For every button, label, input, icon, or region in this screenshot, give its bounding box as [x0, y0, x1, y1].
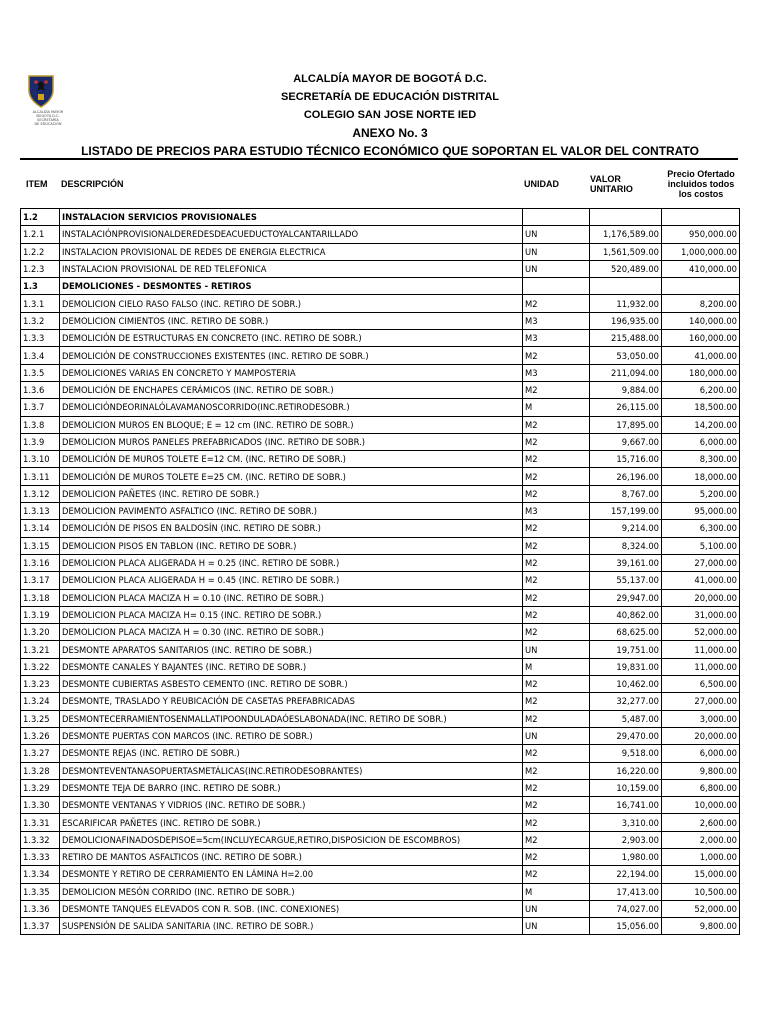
cell-precio-ofertado: 41,000.00 — [662, 347, 740, 364]
cell-valor-unitario: 1,561,509.00 — [590, 243, 662, 260]
cell-unidad: M3 — [523, 503, 590, 520]
cell-item: 1.3.16 — [21, 554, 60, 571]
cell-valor-unitario: 39,161.00 — [590, 554, 662, 571]
section-row — [21, 209, 740, 226]
header-line-3: COLEGIO SAN JOSE NORTE IED — [303, 109, 477, 121]
cell-unidad: M2 — [523, 485, 590, 502]
table-row — [21, 918, 740, 935]
cell-descripcion: DESMONTE CUBIERTAS ASBESTO CEMENTO (INC. RETIRO DE SOBR.) — [60, 676, 523, 693]
cell-unidad: M2 — [523, 554, 590, 571]
cell-precio-ofertado: 2,000.00 — [662, 831, 740, 848]
cell-valor-unitario: 8,767.00 — [590, 485, 662, 502]
cell-precio-ofertado: 52,000.00 — [662, 624, 740, 641]
cell-unidad: M2 — [523, 745, 590, 762]
cell-item: 1.3.34 — [21, 866, 60, 883]
cell-descripcion: DEMOLICIONES - DESMONTES - RETIROS — [60, 278, 523, 295]
cell-unidad: M2 — [523, 814, 590, 831]
cell-item: 1.3.35 — [21, 883, 60, 900]
cell-unidad: M3 — [523, 330, 590, 347]
table-row — [21, 848, 740, 865]
cell-valor-unitario: 520,489.00 — [590, 260, 662, 277]
cell-item: 1.3.36 — [21, 900, 60, 917]
cell-valor-unitario: 15,716.00 — [590, 451, 662, 468]
cell-unidad: M2 — [523, 831, 590, 848]
cell-valor-unitario: 215,488.00 — [590, 330, 662, 347]
cell-item: 1.3.20 — [21, 624, 60, 641]
cell-descripcion: DEMOLICIÓN DE PISOS EN BALDOSÍN (INC. RETIRO DE SOBR.) — [60, 520, 523, 537]
cell-valor-unitario: 9,667.00 — [590, 433, 662, 450]
cell-unidad: M2 — [523, 797, 590, 814]
cell-valor-unitario — [590, 209, 662, 226]
cell-item: 1.3.13 — [21, 503, 60, 520]
cell-valor-unitario: 11,932.00 — [590, 295, 662, 312]
cell-item: 1.3.4 — [21, 347, 60, 364]
column-header-item: ITEM — [26, 179, 48, 189]
table-row — [21, 589, 740, 606]
cell-precio-ofertado: 27,000.00 — [662, 554, 740, 571]
cell-unidad: M2 — [523, 381, 590, 398]
cell-descripcion: DEMOLICIONES VARIAS EN CONCRETO Y MAMPOSTERIA — [60, 364, 523, 381]
cell-precio-ofertado: 15,000.00 — [662, 866, 740, 883]
cell-unidad: UN — [523, 226, 590, 243]
cell-valor-unitario: 40,862.00 — [590, 606, 662, 623]
cell-unidad: M2 — [523, 537, 590, 554]
cell-descripcion: DEMOLICION MESÓN CORRIDO (INC. RETIRO DE SOBR.) — [60, 883, 523, 900]
header-line-4: ANEXO No. 3 — [352, 126, 428, 140]
cell-unidad: M2 — [523, 468, 590, 485]
cell-item: 1.3.25 — [21, 710, 60, 727]
table-row — [21, 468, 740, 485]
cell-valor-unitario: 16,220.00 — [590, 762, 662, 779]
cell-descripcion: DEMOLICION PLACA ALIGERADA H = 0.45 (INC. RETIRO DE SOBR.) — [60, 572, 523, 589]
cell-precio-ofertado: 180,000.00 — [662, 364, 740, 381]
cell-descripcion: DEMOLICION MUROS EN BLOQUE; E = 12 cm (INC. RETIRO DE SOBR.) — [60, 416, 523, 433]
table-row — [21, 606, 740, 623]
cell-unidad: M — [523, 883, 590, 900]
table-row — [21, 676, 740, 693]
table-row — [21, 745, 740, 762]
cell-valor-unitario: 1,176,589.00 — [590, 226, 662, 243]
cell-item: 1.3.14 — [21, 520, 60, 537]
cell-unidad: M2 — [523, 866, 590, 883]
cell-unidad: M2 — [523, 295, 590, 312]
cell-precio-ofertado: 140,000.00 — [662, 312, 740, 329]
table-row — [21, 710, 740, 727]
cell-valor-unitario: 8,324.00 — [590, 537, 662, 554]
cell-precio-ofertado: 6,000.00 — [662, 745, 740, 762]
cell-item: 1.3 — [21, 278, 60, 295]
table-row — [21, 624, 740, 641]
cell-unidad: M2 — [523, 693, 590, 710]
cell-descripcion: DEMOLICIÓN DE CONSTRUCCIONES EXISTENTES (INC. RETIRO DE SOBR.) — [60, 347, 523, 364]
table-row — [21, 433, 740, 450]
cell-descripcion: INSTALACION PROVISIONAL DE REDES DE ENERGIA ELECTRICA — [60, 243, 523, 260]
table-row — [21, 226, 740, 243]
cell-precio-ofertado: 27,000.00 — [662, 693, 740, 710]
document-header — [0, 70, 768, 160]
cell-descripcion: DEMOLICION PAÑETES (INC. RETIRO DE SOBR.) — [60, 485, 523, 502]
table-row — [21, 814, 740, 831]
cell-item: 1.3.19 — [21, 606, 60, 623]
table-row — [21, 295, 740, 312]
cell-valor-unitario: 17,895.00 — [590, 416, 662, 433]
table-row — [21, 260, 740, 277]
cell-valor-unitario: 17,413.00 — [590, 883, 662, 900]
cell-item: 1.3.15 — [21, 537, 60, 554]
cell-valor-unitario: 53,050.00 — [590, 347, 662, 364]
table-row — [21, 520, 740, 537]
cell-precio-ofertado: 6,200.00 — [662, 381, 740, 398]
cell-item: 1.3.12 — [21, 485, 60, 502]
cell-precio-ofertado: 41,000.00 — [662, 572, 740, 589]
cell-unidad: M3 — [523, 364, 590, 381]
cell-descripcion: DEMOLICIÓN DE MUROS TOLETE E=12 CM. (INC. RETIRO DE SOBR.) — [60, 451, 523, 468]
cell-descripcion: DEMOLICION PLACA MACIZA H = 0.10 (INC. RETIRO DE SOBR.) — [60, 589, 523, 606]
cell-item: 1.3.1 — [21, 295, 60, 312]
table-row — [21, 641, 740, 658]
cell-item: 1.3.9 — [21, 433, 60, 450]
cell-unidad: M2 — [523, 848, 590, 865]
cell-descripcion: DEMOLICION PLACA MACIZA H= 0.15 (INC. RETIRO DE SOBR.) — [60, 606, 523, 623]
cell-item: 1.3.7 — [21, 399, 60, 416]
table-row — [21, 330, 740, 347]
column-header-precio: Precio Ofertado incluidos todos los costos — [667, 169, 735, 199]
cell-valor-unitario: 26,115.00 — [590, 399, 662, 416]
table-row — [21, 572, 740, 589]
cell-precio-ofertado: 6,300.00 — [662, 520, 740, 537]
cell-valor-unitario: 29,470.00 — [590, 727, 662, 744]
cell-precio-ofertado: 95,000.00 — [662, 503, 740, 520]
cell-valor-unitario: 29,947.00 — [590, 589, 662, 606]
cell-descripcion: DEMOLICION PLACA MACIZA H = 0.30 (INC. RETIRO DE SOBR.) — [60, 624, 523, 641]
cell-item: 1.3.37 — [21, 918, 60, 935]
cell-unidad: M2 — [523, 710, 590, 727]
cell-valor-unitario: 55,137.00 — [590, 572, 662, 589]
cell-precio-ofertado: 20,000.00 — [662, 727, 740, 744]
cell-item: 1.2.2 — [21, 243, 60, 260]
cell-valor-unitario: 10,159.00 — [590, 779, 662, 796]
cell-valor-unitario: 5,487.00 — [590, 710, 662, 727]
cell-descripcion: DEMOLICION CIMIENTOS (INC. RETIRO DE SOBR.) — [60, 312, 523, 329]
cell-unidad: M2 — [523, 624, 590, 641]
cell-precio-ofertado: 6,000.00 — [662, 433, 740, 450]
cell-precio-ofertado: 5,200.00 — [662, 485, 740, 502]
cell-precio-ofertado: 6,800.00 — [662, 779, 740, 796]
table-row — [21, 831, 740, 848]
cell-unidad: UN — [523, 727, 590, 744]
cell-item: 1.3.23 — [21, 676, 60, 693]
table-row — [21, 658, 740, 675]
cell-unidad — [523, 278, 590, 295]
cell-item: 1.3.31 — [21, 814, 60, 831]
table-row — [21, 416, 740, 433]
table-row — [21, 347, 740, 364]
cell-unidad: M2 — [523, 433, 590, 450]
cell-valor-unitario: 22,194.00 — [590, 866, 662, 883]
table-row — [21, 503, 740, 520]
table-row — [21, 451, 740, 468]
cell-item: 1.3.28 — [21, 762, 60, 779]
cell-descripcion: INSTALACION SERVICIOS PROVISIONALES — [60, 209, 523, 226]
cell-item: 1.3.33 — [21, 848, 60, 865]
cell-unidad: M2 — [523, 589, 590, 606]
table-row — [21, 554, 740, 571]
cell-descripcion: DESMONTE TANQUES ELEVADOS CON R. SOB. (INC. CONEXIONES) — [60, 900, 523, 917]
cell-unidad: M2 — [523, 676, 590, 693]
cell-descripcion: DESMONTE REJAS (INC. RETIRO DE SOBR.) — [60, 745, 523, 762]
cell-descripcion: DESMONTE PUERTAS CON MARCOS (INC. RETIRO DE SOBR.) — [60, 727, 523, 744]
cell-descripcion: INSTALACIÓNPROVISIONALDEREDESDEACUEDUCTOYALCANTARILLADO — [60, 226, 523, 243]
cell-item: 1.3.21 — [21, 641, 60, 658]
cell-precio-ofertado: 10,500.00 — [662, 883, 740, 900]
cell-unidad: UN — [523, 641, 590, 658]
cell-valor-unitario: 68,625.00 — [590, 624, 662, 641]
table-row — [21, 727, 740, 744]
cell-descripcion: RETIRO DE MANTOS ASFALTICOS (INC. RETIRO DE SOBR.) — [60, 848, 523, 865]
cell-precio-ofertado: 8,300.00 — [662, 451, 740, 468]
cell-valor-unitario: 26,196.00 — [590, 468, 662, 485]
cell-valor-unitario: 10,462.00 — [590, 676, 662, 693]
cell-precio-ofertado: 11,000.00 — [662, 641, 740, 658]
table-row — [21, 883, 740, 900]
cell-precio-ofertado: 1,000.00 — [662, 848, 740, 865]
cell-item: 1.3.11 — [21, 468, 60, 485]
cell-item: 1.3.27 — [21, 745, 60, 762]
cell-descripcion: DEMOLICION PAVIMENTO ASFALTICO (INC. RETIRO DE SOBR.) — [60, 503, 523, 520]
table-row — [21, 537, 740, 554]
cell-unidad: M2 — [523, 779, 590, 796]
header-divider — [20, 158, 738, 160]
cell-valor-unitario: 9,518.00 — [590, 745, 662, 762]
header-line-2: SECRETARÍA DE EDUCACIÓN DISTRITAL — [281, 91, 499, 103]
cell-unidad: UN — [523, 243, 590, 260]
section-row — [21, 278, 740, 295]
cell-descripcion: DEMOLICION PLACA ALIGERADA H = 0.25 (INC. RETIRO DE SOBR.) — [60, 554, 523, 571]
cell-unidad: M3 — [523, 312, 590, 329]
document-title: LISTADO DE PRECIOS PARA ESTUDIO TÉCNICO ECONÓMICO QUE SOPORTAN EL VALOR DEL CONTRATO — [81, 144, 699, 158]
cell-precio-ofertado: 20,000.00 — [662, 589, 740, 606]
table-row — [21, 364, 740, 381]
column-header-unidad: UNIDAD — [524, 179, 559, 189]
cell-precio-ofertado: 10,000.00 — [662, 797, 740, 814]
cell-precio-ofertado: 18,500.00 — [662, 399, 740, 416]
table-row — [21, 312, 740, 329]
cell-valor-unitario: 74,027.00 — [590, 900, 662, 917]
cell-item: 1.3.2 — [21, 312, 60, 329]
cell-descripcion: DESMONTE CANALES Y BAJANTES (INC. RETIRO DE SOBR.) — [60, 658, 523, 675]
cell-item: 1.2 — [21, 209, 60, 226]
cell-precio-ofertado: 9,800.00 — [662, 762, 740, 779]
cell-descripcion: DEMOLICION PISOS EN TABLON (INC. RETIRO DE SOBR.) — [60, 537, 523, 554]
cell-valor-unitario: 16,741.00 — [590, 797, 662, 814]
cell-item: 1.3.30 — [21, 797, 60, 814]
cell-valor-unitario: 3,310.00 — [590, 814, 662, 831]
cell-unidad — [523, 209, 590, 226]
cell-valor-unitario: 9,214.00 — [590, 520, 662, 537]
cell-valor-unitario — [590, 278, 662, 295]
cell-precio-ofertado: 52,000.00 — [662, 900, 740, 917]
cell-item: 1.3.8 — [21, 416, 60, 433]
logo-caption: ALCALDÍA MAYOR BOGOTÁ D.C. SECRETARÍA DE EDUCACIÓN — [32, 110, 64, 126]
cell-descripcion: SUSPENSIÓN DE SALIDA SANITARIA (INC. RETIRO DE SOBR.) — [60, 918, 523, 935]
cell-item: 1.3.32 — [21, 831, 60, 848]
price-table-body — [21, 209, 740, 935]
cell-item: 1.2.3 — [21, 260, 60, 277]
cell-precio-ofertado: 950,000.00 — [662, 226, 740, 243]
cell-unidad: UN — [523, 260, 590, 277]
cell-item: 1.3.18 — [21, 589, 60, 606]
cell-descripcion: ESCARIFICAR PAÑETES (INC. RETIRO DE SOBR.) — [60, 814, 523, 831]
column-header-valor: VALOR UNITARIO — [590, 174, 633, 194]
table-row — [21, 762, 740, 779]
cell-unidad: UN — [523, 900, 590, 917]
cell-precio-ofertado: 160,000.00 — [662, 330, 740, 347]
table-row — [21, 900, 740, 917]
cell-unidad: M — [523, 658, 590, 675]
cell-valor-unitario: 19,751.00 — [590, 641, 662, 658]
cell-unidad: M2 — [523, 606, 590, 623]
cell-valor-unitario: 196,935.00 — [590, 312, 662, 329]
price-table — [20, 208, 740, 935]
cell-precio-ofertado: 31,000.00 — [662, 606, 740, 623]
cell-descripcion: DESMONTE VENTANAS Y VIDRIOS (INC. RETIRO DE SOBR.) — [60, 797, 523, 814]
table-row — [21, 243, 740, 260]
cell-descripcion: DESMONTE TEJA DE BARRO (INC. RETIRO DE SOBR.) — [60, 779, 523, 796]
cell-descripcion: DEMOLICION CIELO RASO FALSO (INC. RETIRO DE SOBR.) — [60, 295, 523, 312]
cell-item: 1.3.26 — [21, 727, 60, 744]
cell-valor-unitario: 2,903.00 — [590, 831, 662, 848]
cell-unidad: M2 — [523, 451, 590, 468]
cell-unidad: M2 — [523, 416, 590, 433]
cell-item: 1.3.29 — [21, 779, 60, 796]
cell-item: 1.3.6 — [21, 381, 60, 398]
cell-unidad: M2 — [523, 347, 590, 364]
cell-descripcion: DEMOLICIÓN DE ESTRUCTURAS EN CONCRETO (INC. RETIRO DE SOBR.) — [60, 330, 523, 347]
cell-precio-ofertado: 9,800.00 — [662, 918, 740, 935]
cell-descripcion: DEMOLICIÓNDEORINALÓLAVAMANOSCORRIDO(INC.RETIRODESOBR.) — [60, 399, 523, 416]
cell-item: 1.2.1 — [21, 226, 60, 243]
cell-descripcion: DEMOLICION MUROS PANELES PREFABRICADOS (INC. RETIRO DE SOBR.) — [60, 433, 523, 450]
cell-precio-ofertado: 3,000.00 — [662, 710, 740, 727]
table-row — [21, 381, 740, 398]
cell-item: 1.3.24 — [21, 693, 60, 710]
cell-descripcion: DESMONTECERRAMIENTOSENMALLATIPOONDULADAÓESLABONADA(INC. RETIRO DE SOBR.) — [60, 710, 523, 727]
cell-precio-ofertado: 11,000.00 — [662, 658, 740, 675]
cell-item: 1.3.3 — [21, 330, 60, 347]
cell-item: 1.3.5 — [21, 364, 60, 381]
cell-unidad: M — [523, 399, 590, 416]
cell-valor-unitario: 15,056.00 — [590, 918, 662, 935]
table-row — [21, 797, 740, 814]
cell-valor-unitario: 1,980.00 — [590, 848, 662, 865]
cell-descripcion: DESMONTEVENTANASOPUERTASMETÁLICAS(INC.RETIRODESOBRANTES) — [60, 762, 523, 779]
cell-valor-unitario: 9,884.00 — [590, 381, 662, 398]
cell-precio-ofertado: 18,000.00 — [662, 468, 740, 485]
column-header-descripcion: DESCRIPCIÓN — [61, 179, 124, 189]
cell-precio-ofertado — [662, 278, 740, 295]
table-row — [21, 693, 740, 710]
cell-item: 1.3.10 — [21, 451, 60, 468]
table-row — [21, 779, 740, 796]
header-line-1: ALCALDÍA MAYOR DE BOGOTÁ D.C. — [293, 73, 487, 85]
cell-descripcion: DEMOLICIÓN DE MUROS TOLETE E=25 CM. (INC. RETIRO DE SOBR.) — [60, 468, 523, 485]
cell-descripcion: DESMONTE APARATOS SANITARIOS (INC. RETIRO DE SOBR.) — [60, 641, 523, 658]
cell-descripcion: DEMOLICIÓN DE ENCHAPES CERÁMICOS (INC. RETIRO DE SOBR.) — [60, 381, 523, 398]
cell-item: 1.3.22 — [21, 658, 60, 675]
table-row — [21, 866, 740, 883]
cell-item: 1.3.17 — [21, 572, 60, 589]
cell-unidad: M2 — [523, 520, 590, 537]
cell-precio-ofertado: 14,200.00 — [662, 416, 740, 433]
cell-precio-ofertado: 410,000.00 — [662, 260, 740, 277]
cell-valor-unitario: 157,199.00 — [590, 503, 662, 520]
cell-unidad: M2 — [523, 762, 590, 779]
cell-descripcion: DESMONTE, TRASLADO Y REUBICACIÓN DE CASETAS PREFABRICADAS — [60, 693, 523, 710]
cell-precio-ofertado — [662, 209, 740, 226]
cell-descripcion: DEMOLICIONAFINADOSDEPISOE=5cm(INCLUYECARGUE,RETIRO,DISPOSICION DE ESCOMBROS) — [60, 831, 523, 848]
cell-unidad: UN — [523, 918, 590, 935]
cell-precio-ofertado: 1,000,000.00 — [662, 243, 740, 260]
cell-valor-unitario: 19,831.00 — [590, 658, 662, 675]
cell-descripcion: INSTALACION PROVISIONAL DE RED TELEFONICA — [60, 260, 523, 277]
cell-precio-ofertado: 6,500.00 — [662, 676, 740, 693]
cell-precio-ofertado: 8,200.00 — [662, 295, 740, 312]
cell-valor-unitario: 32,277.00 — [590, 693, 662, 710]
cell-valor-unitario: 211,094.00 — [590, 364, 662, 381]
table-row — [21, 399, 740, 416]
cell-unidad: M2 — [523, 572, 590, 589]
cell-precio-ofertado: 5,100.00 — [662, 537, 740, 554]
cell-descripcion: DESMONTE Y RETIRO DE CERRAMIENTO EN LÁMINA H=2.00 — [60, 866, 523, 883]
table-row — [21, 485, 740, 502]
cell-precio-ofertado: 2,600.00 — [662, 814, 740, 831]
